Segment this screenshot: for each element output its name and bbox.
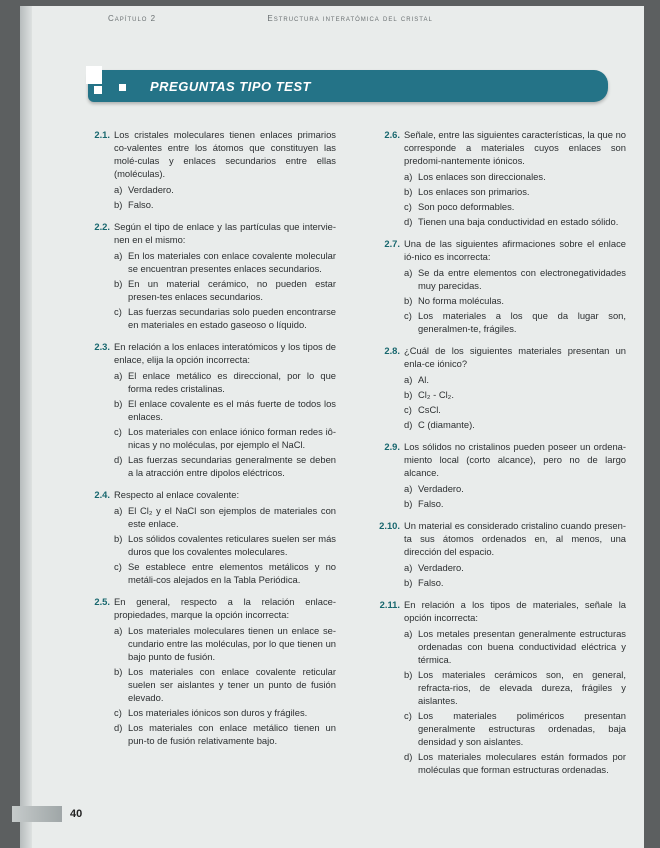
option-text: Los materiales moleculares tienen un enlace se-cundario entre las moléculas, por lo que tienen un bajo punto de fusión.	[128, 625, 336, 662]
answer-option	[114, 198, 336, 211]
question-number: 2.8.	[384, 345, 400, 356]
option-letter: b)	[404, 295, 413, 306]
answer-option	[114, 183, 336, 196]
question-item	[72, 488, 336, 586]
option-letter: d)	[404, 751, 413, 762]
option-letter: c)	[114, 426, 122, 437]
option-text: Verdadero.	[418, 562, 464, 573]
question-text: Los sólidos no cristalinos pueden poseer un ordena-miento local (corto alcance), pero no de largo alcance.	[404, 441, 626, 478]
option-letter: a)	[404, 171, 413, 182]
answer-option	[404, 215, 626, 228]
question-number: 2.11.	[379, 599, 400, 610]
question-item	[72, 340, 336, 479]
banner-square-icon	[86, 66, 102, 84]
question-text: Un material es considerado cristalino cuando presen-ta sus átomos ordenados en, al menos, una dirección del espacio.	[404, 520, 626, 557]
option-text: Tienen una baja conductividad en estado sólido.	[418, 216, 619, 227]
question-item	[72, 220, 336, 331]
option-letter: b)	[114, 398, 123, 409]
answer-option	[114, 397, 336, 423]
answer-option	[114, 504, 336, 530]
option-text: Verdadero.	[128, 184, 174, 195]
option-text: Los enlaces son primarios.	[418, 186, 530, 197]
question-number: 2.10.	[379, 520, 400, 531]
option-letter: a)	[114, 370, 123, 381]
banner-bullet-icon	[119, 84, 126, 91]
option-text: El enlace metálico es direccional, por lo que forma redes cristalinas.	[128, 370, 336, 394]
question-number: 2.7.	[384, 238, 400, 249]
option-text: El Cl₂ y el NaCl son ejemplos de materiales con este enlace.	[128, 505, 336, 529]
option-letter: d)	[114, 454, 123, 465]
question-item	[362, 344, 626, 431]
option-letter: c)	[404, 710, 412, 721]
option-text: Los materiales poliméricos presentan generalmente estructuras ordenadas, baja densidad y son aislantes.	[418, 710, 626, 747]
answer-option	[404, 388, 626, 401]
option-text: Al.	[418, 374, 429, 385]
option-text: Falso.	[418, 577, 444, 588]
option-text: Los materiales iónicos son duros y frágiles.	[128, 707, 308, 718]
option-letter: a)	[404, 562, 413, 573]
section-label: Estructura interatómica del cristal	[267, 14, 433, 23]
answer-option	[114, 532, 336, 558]
answer-option	[114, 277, 336, 303]
banner-title: PREGUNTAS TIPO TEST	[150, 79, 311, 94]
question-item	[362, 440, 626, 510]
answer-option	[404, 266, 626, 292]
option-text: Los materiales moleculares están formados por moléculas que forman estructuras ordenadas.	[418, 751, 626, 775]
question-number: 2.1.	[94, 129, 110, 140]
option-letter: c)	[404, 310, 412, 321]
page-number-tab	[12, 806, 62, 822]
option-text: Las fuerzas secundarias solo pueden encontrarse en materiales en estado gaseoso o líquido.	[128, 306, 336, 330]
question-number: 2.2.	[94, 221, 110, 232]
question-number: 2.4.	[94, 489, 110, 500]
option-letter: a)	[404, 483, 413, 494]
option-text: Los materiales con enlace metálico tienen un pun-to de fusión relativamente bajo.	[128, 722, 336, 746]
answer-option	[404, 709, 626, 748]
answer-option	[114, 706, 336, 719]
answer-option	[114, 721, 336, 747]
option-letter: c)	[114, 306, 122, 317]
running-header	[108, 14, 541, 23]
option-letter: b)	[114, 666, 123, 677]
question-text: Según el tipo de enlace y las partículas que intervie-nen en el mismo:	[114, 221, 336, 245]
question-item	[362, 598, 626, 776]
answer-option	[114, 560, 336, 586]
option-letter: a)	[404, 628, 413, 639]
option-text: Las fuerzas secundarias generalmente se deben a la atracción entre dipolos eléctricos.	[128, 454, 336, 478]
question-text: Respecto al enlace covalente:	[114, 489, 240, 500]
question-item	[72, 128, 336, 211]
option-letter: b)	[404, 389, 413, 400]
option-text: Los materiales con enlace covalente reticular suelen ser aislantes y tener un punto de fusión elevado.	[128, 666, 336, 703]
answer-option	[114, 249, 336, 275]
question-text: En relación a los tipos de materiales, señale la opción incorrecta:	[404, 599, 626, 623]
answer-option	[404, 373, 626, 386]
page-number: 40	[70, 808, 83, 820]
option-letter: d)	[404, 216, 413, 227]
answer-option	[404, 294, 626, 307]
answer-option	[114, 624, 336, 663]
option-text: CsCl.	[418, 404, 441, 415]
answer-option	[404, 576, 626, 589]
answer-option	[404, 750, 626, 776]
answer-option	[404, 668, 626, 707]
option-text: Los materiales a los que da lugar son, generalmen-te, frágiles.	[418, 310, 626, 334]
answer-option	[114, 369, 336, 395]
option-letter: b)	[404, 577, 413, 588]
question-text: ¿Cuál de los siguientes materiales presentan un enla-ce iónico?	[404, 345, 626, 369]
option-letter: b)	[114, 533, 123, 544]
option-letter: b)	[114, 199, 123, 210]
chapter-label: Capítulo 2	[108, 14, 157, 23]
banner-small-square-icon	[94, 86, 102, 94]
question-number: 2.3.	[94, 341, 110, 352]
question-text: Los cristales moleculares tienen enlaces primarios co-valentes entre los átomos que constituyen las molé-culas y enlaces secundarios entre ellas (moléculas).	[114, 129, 336, 179]
question-item	[362, 519, 626, 589]
answer-option	[114, 305, 336, 331]
option-text: Cl₂ - Cl₂.	[418, 389, 454, 400]
option-letter: b)	[404, 186, 413, 197]
answer-option	[404, 418, 626, 431]
answer-option	[404, 482, 626, 495]
question-item	[362, 237, 626, 335]
question-item	[362, 128, 626, 228]
option-text: Los materiales con enlace iónico forman redes iô-nicas y no moléculas, por ejemplo el NaCl.	[128, 426, 336, 450]
answer-option	[114, 453, 336, 479]
option-text: Falso.	[128, 199, 154, 210]
question-text: En general, respecto a la relación enlace-propiedades, marque la opción incorrecta:	[114, 596, 336, 620]
question-number: 2.6.	[384, 129, 400, 140]
option-letter: a)	[114, 625, 123, 636]
answer-option	[114, 665, 336, 704]
right-column	[362, 128, 626, 785]
option-letter: a)	[404, 374, 413, 385]
option-text: Los sólidos covalentes reticulares suelen ser más duros que los covalentes moleculares.	[128, 533, 336, 557]
option-text: Los materiales cerámicos son, en general, refracta-rios, de elevada dureza, frágiles y aislantes.	[418, 669, 626, 706]
option-letter: a)	[114, 184, 123, 195]
answer-option	[404, 200, 626, 213]
option-letter: a)	[114, 250, 123, 261]
answer-option	[404, 627, 626, 666]
answer-option	[404, 170, 626, 183]
option-letter: c)	[114, 707, 122, 718]
option-letter: c)	[404, 201, 412, 212]
question-number: 2.9.	[384, 441, 400, 452]
answer-option	[404, 185, 626, 198]
answer-option	[404, 561, 626, 574]
option-text: Se establece entre elementos metálicos y no metáli-cos alejados en la Tabla Periódica.	[128, 561, 336, 585]
answer-option	[404, 403, 626, 416]
option-text: Los metales presentan generalmente estructuras ordenadas con buena conductividad eléctrica y térmica.	[418, 628, 626, 665]
option-letter: b)	[404, 498, 413, 509]
option-letter: c)	[404, 404, 412, 415]
option-text: Son poco deformables.	[418, 201, 515, 212]
question-number: 2.5.	[94, 596, 110, 607]
question-text: Una de las siguientes afirmaciones sobre el enlace ió-nico es incorrecta:	[404, 238, 626, 262]
question-item	[72, 595, 336, 747]
answer-option	[114, 425, 336, 451]
option-text: En un material cerámico, no pueden estar presen-tes enlaces secundarios.	[128, 278, 336, 302]
option-letter: b)	[404, 669, 413, 680]
option-letter: d)	[404, 419, 413, 430]
option-text: Se da entre elementos con electronegatividades muy parecidas.	[418, 267, 626, 291]
option-letter: b)	[114, 278, 123, 289]
option-text: Verdadero.	[418, 483, 464, 494]
option-text: En los materiales con enlace covalente molecular se encuentran presentes enlaces secundarios.	[128, 250, 336, 274]
option-letter: c)	[114, 561, 122, 572]
page-binding-edge	[20, 6, 32, 848]
answer-option	[404, 497, 626, 510]
option-letter: a)	[404, 267, 413, 278]
option-text: No forma moléculas.	[418, 295, 504, 306]
answer-option	[404, 309, 626, 335]
option-letter: d)	[114, 722, 123, 733]
question-text: Señale, entre las siguientes características, la que no corresponde a materiales cuyos enlaces son predomi-nantemente iónicos.	[404, 129, 627, 166]
option-text: Falso.	[418, 498, 444, 509]
option-text: Los enlaces son direccionales.	[418, 171, 546, 182]
option-text: El enlace covalente es el más fuerte de todos los enlaces.	[128, 398, 336, 422]
question-text: En relación a los enlaces interatómicos y los tipos de enlace, elija la opción incorrecta:	[114, 341, 336, 365]
option-text: C (diamante).	[418, 419, 475, 430]
left-column	[72, 128, 336, 756]
option-letter: a)	[114, 505, 123, 516]
